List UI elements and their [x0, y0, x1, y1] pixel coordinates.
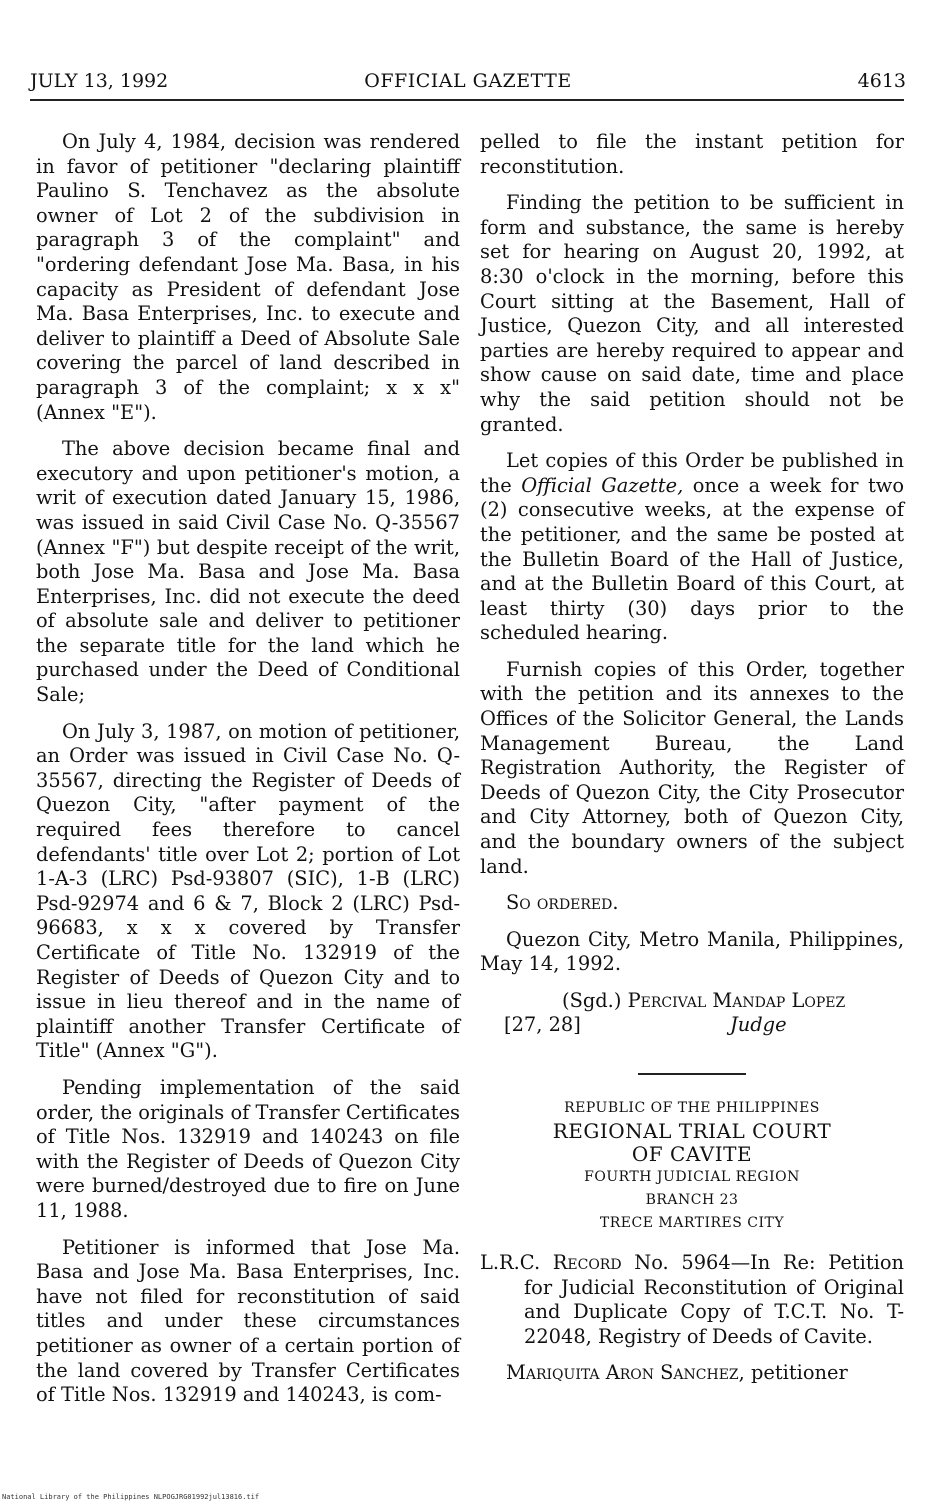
record-label: Record [552, 1251, 622, 1274]
court-line: TRECE MARTIRES CITY [599, 1215, 785, 1231]
sig-prefix: (Sgd.) [562, 989, 622, 1012]
court-line: REGIONAL TRIAL COURT [552, 1119, 832, 1143]
text-run-italic: Official Gazette, [521, 473, 684, 497]
right-column [480, 130, 904, 1398]
petitioner-role: petitioner [750, 1361, 848, 1385]
header-date: JULY 13, 1992 [30, 70, 169, 92]
court-line: OF CAVITE [631, 1142, 753, 1166]
paragraph: Furnish copies of this Order, together with the petition and its annexes to the Offices of the Solicitor General, the Lands Management Bureau, the Land Registration Authority, the Register of Deeds of Quezon City, the City Prosecutor and City Attorney, both of Quezon City, and the boundary owners of the subject land. [480, 657, 904, 878]
so-ordered: So ordered. [506, 891, 619, 915]
text-run: once a week for two (2) consecutive weeks, at the expense of the petitioner, and the same be posted at the Bulletin Board of the Hall of Justice, and at the Bulletin Board of this Court, at least thirty (30) days prior to the scheduled hearing. [480, 473, 905, 645]
signature-block [480, 989, 904, 1045]
left-column [36, 130, 460, 1420]
petitioner-line [480, 1361, 904, 1386]
page-header [30, 70, 906, 100]
court-heading [480, 1097, 904, 1235]
record-prefix: L.R.C. [480, 1251, 541, 1274]
judge-title: Judge [730, 1013, 787, 1036]
section-divider [638, 1073, 746, 1075]
paragraph: Finding the petition to be sufficient in form and substance, the same is hereby set for hearing on August 20, 1992, at 8:30 o'clock in the morning, before this Court sitting at the Basement, Hall of Justice, Quezon City, and all interested parties are hereby required to appear and show cause on said date, time and place why the said petition should not be granted. [480, 191, 904, 436]
paragraph: Petitioner is informed that Jose Ma. Basa and Jose Ma. Basa Enterprises, Inc. have not filed for reconstitution of said titles and under these circumstances petitioner as owner of a certain portion of the land covered by Transfer Certificates of Title Nos. 132919 and 140243, is com- [36, 1235, 460, 1407]
paragraph: On July 4, 1984, decision was rendered in favor of petitioner "declaring plaintiff Paulino S. Tenchavez as the absolute owner of Lot 2 of the subdivision in paragraph 3 of the complaint" and "ordering defendant Jose Ma. Basa, in his capacity as President of defendant Jose Ma. Basa Enterprises, Inc. to execute and deliver to plaintiff a Deed of Absolute Sale covering the parcel of land described in paragraph 3 of the complaint; x x x" (Annex "E"). [36, 130, 460, 424]
judge-name: Percival Mandap Lopez [627, 989, 846, 1012]
text-run: Let copies of this Order be published in the [480, 449, 904, 497]
record-text: No. 5964—In Re: Petition for Judicial Reconstitution of Original and Duplicate Copy of T.C.T. No. T-22048, Registry of Deeds of Cavite. [524, 1251, 904, 1348]
petitioner-name: Mariquita Aron Sanchez, [506, 1361, 745, 1385]
issue-reference: [27, 28] [504, 1013, 581, 1036]
paragraph: On July 3, 1987, on motion of petitioner, an Order was issued in Civil Case No. Q-35567, directing the Register of Deeds of Quezon City, "after payment of the required fees therefore to cancel defendants' title over Lot 2; portion of Lot 1-A-3 (LRC) Psd-93807 (SIC), 1-B (LRC) Psd-92974 and 6 & 7, Block 2 (LRC) Psd-96683, x x x covered by Transfer Certificate of Title No. 132919 of the Register of Deeds of Quezon City and to issue in lieu thereof and in the name of plaintiff another Transfer Certificate of Title" (Annex "G"). [36, 719, 460, 1063]
signature-line [562, 989, 845, 1014]
court-line: FOURTH JUDICIAL REGION [584, 1169, 800, 1185]
place-date: Quezon City, Metro Manila, Philippines, May 14, 1992. [480, 927, 904, 976]
header-rule [30, 99, 904, 101]
paragraph: Pending implementation of the said order, the originals of Transfer Certificates of Title Nos. 132919 and 140243 on file with the Register of Deeds of Quezon City were burned/destroyed due to fire on June 11, 1988. [36, 1075, 460, 1222]
paragraph: pelled to file the instant petition for reconstitution. [480, 130, 904, 178]
paragraph: The above decision became final and executory and upon petitioner's motion, a writ of execution dated January 15, 1986, was issued in said Civil Case No. Q-35567 (Annex "F") but despite receipt of the writ, both Jose Ma. Basa and Jose Ma. Basa Enterprises, Inc. did not execute the deed of absolute sale and deliver to petitioner the separate title for the land which he purchased under the Deed of Conditional Sale; [36, 437, 460, 707]
court-line: BRANCH 23 [645, 1192, 739, 1208]
record-entry [480, 1251, 904, 1349]
court-line: REPUBLIC OF THE PHILIPPINES [564, 1100, 820, 1116]
scan-footer: National Library of the Philippines NLPOGJRG01992jul13816.tif [2, 1493, 260, 1501]
paragraph [480, 449, 904, 646]
header-page-number: 4613 [857, 70, 906, 92]
header-publication: OFFICIAL GAZETTE [364, 70, 572, 92]
